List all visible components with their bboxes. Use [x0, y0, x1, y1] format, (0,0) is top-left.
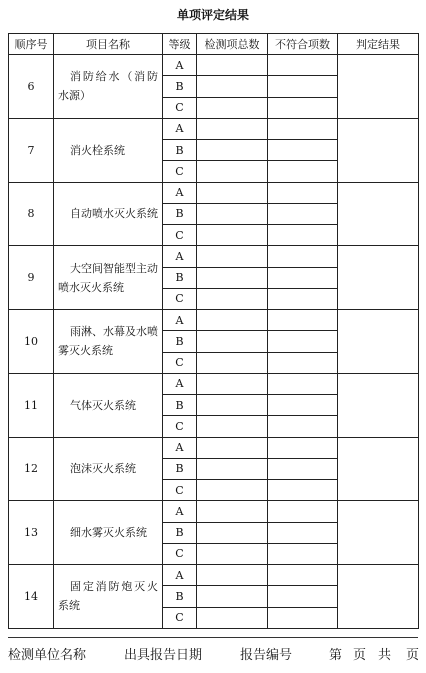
noncompliant-items-cell [268, 203, 338, 224]
grade-cell: A [163, 437, 197, 458]
header-result: 判定结果 [338, 34, 419, 55]
noncompliant-items-cell [268, 55, 338, 76]
table-row [9, 182, 419, 203]
noncompliant-items-cell [268, 182, 338, 203]
footer-divider [8, 637, 418, 638]
grade-cell: B [163, 522, 197, 543]
header-row [9, 34, 419, 55]
total-items-cell [197, 161, 268, 182]
total-items-cell [197, 118, 268, 139]
result-cell [338, 373, 419, 437]
table-row [9, 118, 419, 139]
sequence-no-cell: 14 [9, 565, 54, 629]
result-cell [338, 55, 419, 119]
header-noncompliant-items: 不符合项数 [268, 34, 338, 55]
total-items-cell [197, 97, 268, 118]
total-items-cell [197, 55, 268, 76]
grade-cell: C [163, 225, 197, 246]
total-items-cell [197, 225, 268, 246]
noncompliant-items-cell [268, 288, 338, 309]
item-name-line: 自动喷水灭火系统 [70, 207, 158, 221]
noncompliant-items-cell [268, 267, 338, 288]
header-sequence-no: 顺序号 [9, 34, 54, 55]
footer-page-suffix: 页 [353, 648, 367, 663]
grade-cell: B [163, 458, 197, 479]
noncompliant-items-cell [268, 522, 338, 543]
sequence-no-cell: 8 [9, 182, 54, 246]
result-cell [338, 246, 419, 310]
grade-cell: A [163, 501, 197, 522]
noncompliant-items-cell [268, 140, 338, 161]
table-row [9, 310, 419, 331]
item-name-line: 泡沫灭火系统 [70, 462, 136, 476]
footer-date-label: 出具报告日期 [124, 648, 203, 663]
total-items-cell [197, 140, 268, 161]
noncompliant-items-cell [268, 607, 338, 628]
noncompliant-items-cell [268, 246, 338, 267]
item-name-cell [54, 55, 163, 119]
item-name-cell [54, 565, 163, 629]
grade-cell: C [163, 161, 197, 182]
total-items-cell [197, 288, 268, 309]
grade-cell: A [163, 118, 197, 139]
table-row [9, 55, 419, 76]
result-cell [338, 118, 419, 182]
grade-cell: B [163, 203, 197, 224]
noncompliant-items-cell [268, 395, 338, 416]
noncompliant-items-cell [268, 352, 338, 373]
item-name-cell [54, 246, 163, 310]
noncompliant-items-cell [268, 225, 338, 246]
noncompliant-items-cell [268, 458, 338, 479]
sequence-no-cell: 12 [9, 437, 54, 501]
total-items-cell [197, 522, 268, 543]
total-items-cell [197, 480, 268, 501]
item-name-line: 气体灭火系统 [70, 398, 136, 412]
footer-total-prefix: 共 [378, 648, 392, 663]
grade-cell: A [163, 373, 197, 394]
total-items-cell [197, 310, 268, 331]
footer-report-no-label: 报告编号 [240, 648, 293, 663]
total-items-cell [197, 395, 268, 416]
result-cell [338, 310, 419, 374]
total-items-cell [197, 373, 268, 394]
table-row [9, 501, 419, 522]
total-items-cell [197, 586, 268, 607]
item-name-line: 大空间智能型主动 [70, 261, 158, 275]
result-cell [338, 437, 419, 501]
table-body [9, 55, 419, 629]
grade-cell: A [163, 246, 197, 267]
grade-cell: B [163, 267, 197, 288]
table-row [9, 437, 419, 458]
grade-cell: C [163, 607, 197, 628]
noncompliant-items-cell [268, 76, 338, 97]
evaluation-table [8, 33, 419, 629]
noncompliant-items-cell [268, 586, 338, 607]
grade-cell: A [163, 55, 197, 76]
noncompliant-items-cell [268, 437, 338, 458]
noncompliant-items-cell [268, 97, 338, 118]
grade-cell: B [163, 140, 197, 161]
item-name-cell [54, 501, 163, 565]
grade-cell: B [163, 395, 197, 416]
item-name-line: 细水雾灭火系统 [70, 526, 147, 540]
table-header [9, 34, 419, 55]
grade-cell: C [163, 416, 197, 437]
item-name-line: 消防给水（消防 [70, 70, 158, 84]
item-name-line: 喷水灭火系统 [58, 280, 124, 294]
item-name-cell [54, 437, 163, 501]
grade-cell: C [163, 97, 197, 118]
grade-cell: C [163, 288, 197, 309]
sequence-no-cell: 9 [9, 246, 54, 310]
noncompliant-items-cell [268, 416, 338, 437]
noncompliant-items-cell [268, 118, 338, 139]
result-cell [338, 501, 419, 565]
total-items-cell [197, 331, 268, 352]
noncompliant-items-cell [268, 331, 338, 352]
header-total-items: 检测项总数 [197, 34, 268, 55]
item-name-cell [54, 118, 163, 182]
total-items-cell [197, 501, 268, 522]
sequence-no-cell: 6 [9, 55, 54, 119]
grade-cell: C [163, 480, 197, 501]
noncompliant-items-cell [268, 161, 338, 182]
item-name-line: 固定消防炮灭火 [70, 580, 158, 594]
noncompliant-items-cell [268, 565, 338, 586]
header-grade: 等级 [163, 34, 197, 55]
grade-cell: C [163, 543, 197, 564]
page-title: 单项评定结果 [176, 8, 249, 22]
noncompliant-items-cell [268, 373, 338, 394]
result-cell [338, 182, 419, 246]
total-items-cell [197, 352, 268, 373]
total-items-cell [197, 437, 268, 458]
footer-unit-label: 检测单位名称 [8, 648, 87, 663]
item-name-line: 雾灭火系统 [58, 344, 113, 358]
footer-page-prefix: 第 [329, 648, 343, 663]
grade-cell: C [163, 352, 197, 373]
grade-cell: A [163, 565, 197, 586]
total-items-cell [197, 607, 268, 628]
noncompliant-items-cell [268, 480, 338, 501]
sequence-no-cell: 10 [9, 310, 54, 374]
item-name-cell [54, 182, 163, 246]
result-cell [338, 565, 419, 629]
grade-cell: B [163, 76, 197, 97]
item-name-cell [54, 373, 163, 437]
sequence-no-cell: 7 [9, 118, 54, 182]
noncompliant-items-cell [268, 310, 338, 331]
noncompliant-items-cell [268, 543, 338, 564]
grade-cell: B [163, 586, 197, 607]
sequence-no-cell: 11 [9, 373, 54, 437]
footer-total-suffix: 页 [406, 648, 420, 663]
table-row [9, 373, 419, 394]
total-items-cell [197, 565, 268, 586]
sequence-no-cell: 13 [9, 501, 54, 565]
grade-cell: B [163, 331, 197, 352]
table-row [9, 246, 419, 267]
total-items-cell [197, 543, 268, 564]
total-items-cell [197, 267, 268, 288]
total-items-cell [197, 416, 268, 437]
total-items-cell [197, 76, 268, 97]
item-name-cell [54, 310, 163, 374]
table-row [9, 565, 419, 586]
item-name-line: 雨淋、水幕及水喷 [70, 325, 158, 339]
grade-cell: A [163, 182, 197, 203]
total-items-cell [197, 182, 268, 203]
noncompliant-items-cell [268, 501, 338, 522]
total-items-cell [197, 203, 268, 224]
header-item-name: 项目名称 [54, 34, 163, 55]
grade-cell: A [163, 310, 197, 331]
total-items-cell [197, 458, 268, 479]
item-name-line: 消火栓系统 [70, 143, 125, 157]
item-name-line: 水源） [58, 89, 91, 103]
total-items-cell [197, 246, 268, 267]
item-name-line: 系统 [58, 599, 80, 613]
